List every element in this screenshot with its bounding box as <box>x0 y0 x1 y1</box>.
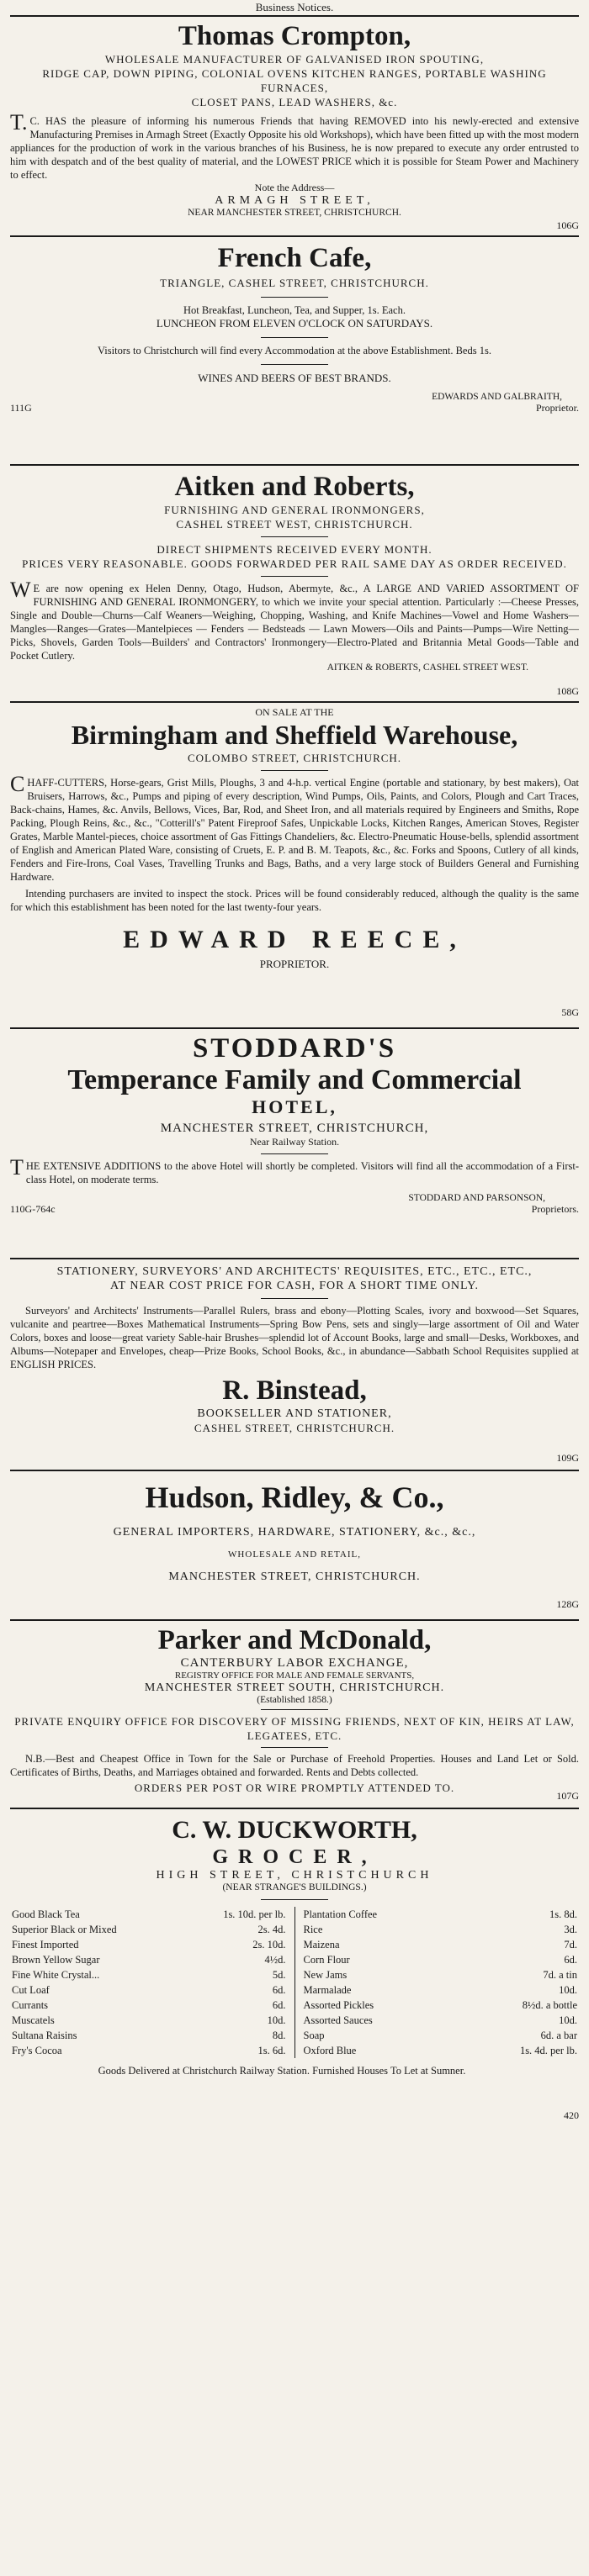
price-row <box>10 1998 288 2013</box>
item-name: Finest Imported <box>12 1939 79 1950</box>
aitken-line3: DIRECT SHIPMENTS RECEIVED EVERY MONTH. <box>157 543 432 556</box>
parker-line4: (Established 1858.) <box>257 1695 332 1705</box>
duckworth-title: C. W. DUCKWORTH, <box>172 1816 417 1844</box>
item-price: 3d. <box>564 1924 577 1935</box>
item-name: Superior Black or Mixed <box>12 1924 117 1935</box>
binstead-title: R. Binstead, <box>222 1375 367 1406</box>
item-price: 2s. 10d. <box>252 1939 286 1950</box>
parker-title: Parker and McDonald, <box>157 1625 432 1655</box>
aitken-ad <box>10 464 579 701</box>
cafe-line3: Visitors to Christchurch will find every Accommodation at the above Establishment. Beds 1s. <box>98 345 491 356</box>
binstead-ad <box>10 1258 579 1470</box>
item-name: Soap <box>303 2030 325 2041</box>
binstead-head2: AT NEAR COST PRICE FOR CASH, FOR A SHORT TIME ONLY. <box>110 1280 479 1292</box>
price-row <box>302 1937 580 1952</box>
item-name: Currants <box>12 1999 49 2011</box>
item-price: 5d. <box>272 1969 286 1981</box>
price-row <box>10 1982 288 1998</box>
cafe-signature2: Proprietor. <box>536 402 579 414</box>
crompton-note: Note the Address— <box>254 182 335 193</box>
price-row <box>302 1967 580 1982</box>
item-name: Sultana Raisins <box>12 2030 77 2041</box>
item-name: Assorted Pickles <box>303 1999 374 2011</box>
duckworth-code: 420 <box>564 2109 579 2121</box>
item-name: Good Black Tea <box>12 1908 80 1920</box>
crompton-code: 106G <box>556 219 579 231</box>
item-price: 7d. a tin <box>543 1969 577 1981</box>
aitken-title: Aitken and Roberts, <box>174 472 415 502</box>
stoddard-t2: Temperance Family and Commercial <box>67 1064 522 1095</box>
running-head: Business Notices. <box>255 1 334 13</box>
crompton-line1: WHOLESALE MANUFACTURER OF GALVANISED IRON SPOUTING, <box>104 53 485 66</box>
crompton-line3: CLOSET PANS, LEAD WASHERS, &c. <box>191 96 398 108</box>
item-name: Brown Yellow Sugar <box>12 1954 100 1966</box>
aitken-line2: CASHEL STREET WEST, CHRISTCHURCH. <box>176 518 413 531</box>
crompton-ad <box>10 15 579 235</box>
item-price: 1s. 4d. per lb. <box>519 2045 577 2056</box>
crompton-body: T.C. HAS the pleasure of informing his numerous Friends that having REMOVED into his newly-erected and extensive Manufacturing Premises in Armagh Street (Exactly Opposite his old Workshops), which have been fitted up with the most modern appliances for the production of work in the various branches of his Business, he is now prepared to execute any order entrusted to him with despatch and of the best quality of material, and the LOWEST PRICE which it is possible for Steam Power and Machinery to effect. <box>10 110 579 181</box>
hudson-title: Hudson, Ridley, & Co., <box>145 1481 444 1514</box>
aitken-signature: AITKEN & ROBERTS, CASHEL STREET WEST. <box>326 662 528 673</box>
price-row <box>302 2013 580 2028</box>
birmingham-title: Birmingham and Sheffield Warehouse, <box>71 720 518 750</box>
price-row <box>10 1922 288 1937</box>
item-price: 7d. <box>564 1939 577 1950</box>
price-row <box>10 1967 288 1982</box>
birmingham-proprietor: PROPRIETOR. <box>259 958 330 970</box>
crompton-line2: RIDGE CAP, DOWN PIPING, COLONIAL OVENS KITCHEN RANGES, PORTABLE WASHING FURNACES, <box>42 67 547 94</box>
item-name: Assorted Sauces <box>303 2014 373 2026</box>
price-list <box>10 1907 579 2058</box>
parker-body: N.B.—Best and Cheapest Office in Town for the Sale or Purchase of Freehold Properties. Houses and Land Let or Sold. Certificates of Births, Deaths, and Marriages obtained and forwarded. Rents and Debts collected. <box>10 1753 579 1778</box>
stoddard-signature2: Proprietors. <box>531 1203 579 1215</box>
crompton-title: Thomas Crompton, <box>178 21 411 51</box>
price-row <box>302 2043 580 2058</box>
item-name: Oxford Blue <box>303 2045 357 2056</box>
item-price: 1s. 10d. per lb. <box>223 1908 286 1920</box>
cafe-code: 111G <box>10 402 32 414</box>
price-row <box>10 1937 288 1952</box>
price-row <box>10 1952 288 1967</box>
parker-line2: REGISTRY OFFICE FOR MALE AND FEMALE SERVANTS, <box>174 1671 415 1681</box>
cafe-line4: WINES AND BEERS OF BEST BRANDS. <box>198 372 391 384</box>
price-row <box>302 2028 580 2043</box>
item-price: 10d. <box>559 2014 577 2026</box>
parker-line5: PRIVATE ENQUIRY OFFICE FOR DISCOVERY OF MISSING FRIENDS, NEXT OF KIN, HEIRS AT LAW, LEGATEES, ETC. <box>14 1715 575 1742</box>
hudson-line2: WHOLESALE AND RETAIL, <box>228 1549 361 1560</box>
birmingham-body: CHAFF-CUTTERS, Horse-gears, Grist Mills, Ploughs, 3 and 4-h.p. vertical Engine (portable and stationary, by best makers), Oat Bruisers, Harrows, &c., Pumps and piping of every description, Wind Pumps, Oils, Paints, and Colors, Plough and Cart Traces, Back-chains, Hames, &c. Anvils, Bellows, Vices, Bar, Rod, and Sheet Iron, and all materials required by Engineers and Smiths, Rope Packing, Plough Reins, &c., &c., "Cotterill's" Patent Fireproof Safes, Unpickable Locks, Kitchen Ranges, American Stoves, Register Grates, Marble Mantel-pieces, choice assortment of Gas Fittings Chandeliers, &c. Electro-Pneumatic House-bells, splendid assortment of English and American Plated Ware, consisting of Cruets, E. P. and B. M. Teapots, &c., &c. Forks and Spoons, Cutlery of all kinds, Fenders and Fire-Irons, Coal Vases, Travelling Trunks and Bags, Baths, and a very large stock of Builders General and Furnishing Hardware. <box>10 772 579 883</box>
birmingham-code: 58G <box>561 1006 579 1018</box>
parker-line3: MANCHESTER STREET SOUTH, CHRISTCHURCH. <box>144 1681 445 1694</box>
aitken-code: 108G <box>556 685 579 697</box>
cafe-ad <box>10 235 579 464</box>
birmingham-body2: Intending purchasers are invited to inspect the stock. Prices will be found considerably reduced, although the quality is the same for which this establishment has been noted for the last twenty-four years. <box>10 888 579 913</box>
stoddard-t1: STODDARD'S <box>192 1033 397 1064</box>
price-row <box>10 2028 288 2043</box>
aitken-body: WE are now opening ex Helen Denny, Otago, Hudson, Abermyte, &c., A LARGE AND VARIED ASSORTMENT OF FURNISHING AND GENERAL IRONMONGERY, to which we invite your special attention. Particularly :—Cheese Presses, Single and Double—Churns—Calf Weaners—Weighing, Chopping, Washing, and Knife Machines—Vowel and Home Washers—Mangles—Ranges—Grates—Mantelpieces — Fenders — Bedsteads — Lawn Mowers—Oils and Paints—Pumps—Wire Netting—Picks, Shovels, Garden Tools—Builders' and Contractors' Ironmongery—Electro-Plated and Britannia Metal Goods—Table and Pocket Cutlery. <box>10 578 579 662</box>
hudson-line3: MANCHESTER STREET, CHRISTCHURCH. <box>168 1570 421 1583</box>
cafe-line1: Hot Breakfast, Luncheon, Tea, and Supper, 1s. Each. <box>183 304 406 316</box>
item-name: Fine White Crystal... <box>12 1969 100 1981</box>
stoddard-signature: STODDARD AND PARSONSON, <box>408 1193 545 1203</box>
item-name: Cut Loaf <box>12 1984 50 1996</box>
duckworth-line1: GROCER, <box>212 1846 377 1868</box>
cafe-title: French Cafe, <box>217 243 372 273</box>
cafe-address: TRIANGLE, CASHEL STREET, CHRISTCHURCH. <box>160 277 429 289</box>
price-table-left <box>10 1907 288 2058</box>
parker-line6: ORDERS PER POST OR WIRE PROMPTLY ATTENDED TO. <box>134 1782 455 1794</box>
hudson-line1: GENERAL IMPORTERS, HARDWARE, STATIONERY, &c., &c., <box>113 1526 476 1539</box>
price-row <box>302 1952 580 1967</box>
item-name: Rice <box>303 1924 323 1935</box>
stoddard-ad <box>10 1027 579 1258</box>
parker-code: 107G <box>556 1790 579 1802</box>
stoddard-body: THE EXTENSIVE ADDITIONS to the above Hotel will shortly be completed. Visitors will find all the accommodation of a First-class Hotel, on moderate terms. <box>10 1155 579 1185</box>
binstead-line1: BOOKSELLER AND STATIONER, <box>197 1407 392 1420</box>
aitken-line4: PRICES VERY REASONABLE. GOODS FORWARDED PER RAIL SAME DAY AS ORDER RECEIVED. <box>22 557 567 570</box>
crompton-street: ARMAGH STREET, <box>215 194 374 207</box>
birmingham-address: COLOMBO STREET, CHRISTCHURCH. <box>187 752 402 764</box>
item-price: 1s. 6d. <box>257 2045 286 2056</box>
item-price: 6d. <box>272 1984 286 1996</box>
item-name: Fry's Cocoa <box>12 2045 62 2056</box>
item-price: 10d. <box>267 2014 286 2026</box>
item-name: Muscatels <box>12 2014 55 2026</box>
item-price: 6d. <box>272 1999 286 2011</box>
birmingham-ad <box>10 701 579 1027</box>
hudson-ad <box>10 1470 579 1619</box>
item-price: 4½d. <box>264 1954 286 1966</box>
duckworth-line2: HIGH STREET, CHRISTCHURCH <box>156 1869 433 1882</box>
item-name: Maizena <box>303 1939 340 1950</box>
price-row <box>302 1998 580 2013</box>
item-price: 6d. <box>564 1954 577 1966</box>
price-row <box>10 1907 288 1922</box>
duckworth-ad <box>10 1808 579 2127</box>
parker-ad <box>10 1619 579 1808</box>
price-row <box>302 1922 580 1937</box>
crompton-near: NEAR MANCHESTER STREET, CHRISTCHURCH. <box>188 208 401 218</box>
binstead-line2: CASHEL STREET, CHRISTCHURCH. <box>194 1422 395 1434</box>
item-name: Corn Flour <box>303 1954 350 1966</box>
item-name: New Jams <box>303 1969 348 1981</box>
cafe-signature: EDWARDS AND GALBRAITH, <box>432 392 562 402</box>
item-price: 8d. <box>272 2030 286 2041</box>
item-price: 8½d. a bottle <box>522 1999 577 2011</box>
aitken-line1: FURNISHING AND GENERAL IRONMONGERS, <box>164 504 425 516</box>
binstead-code: 109G <box>556 1452 579 1464</box>
item-name: Marmalade <box>303 1984 352 1996</box>
price-row <box>10 2013 288 2028</box>
binstead-head: STATIONERY, SURVEYORS' AND ARCHITECTS' REQUISITES, ETC., ETC., ETC., <box>56 1265 533 1278</box>
price-row <box>302 1907 580 1922</box>
duckworth-line3: (NEAR STRANGE'S BUILDINGS.) <box>222 1882 367 1892</box>
item-price: 1s. 8d. <box>549 1908 577 1920</box>
parker-line1: CANTERBURY LABOR EXCHANGE, <box>180 1656 409 1670</box>
price-table-right <box>302 1907 580 2058</box>
price-row <box>10 2043 288 2058</box>
cafe-line2: LUNCHEON FROM ELEVEN O'CLOCK ON SATURDAYS. <box>156 317 433 330</box>
item-price: 10d. <box>559 1984 577 1996</box>
price-row <box>302 1982 580 1998</box>
item-price: 2s. 4d. <box>257 1924 286 1935</box>
hudson-code: 128G <box>556 1598 579 1610</box>
stoddard-near: Near Railway Station. <box>249 1136 340 1148</box>
binstead-body: Surveyors' and Architects' Instruments—Parallel Rulers, brass and ebony—Plotting Scales, ivory and boxwood—Set Squares, vulcanite and peartree—Boxes Mathematical Instruments—Spring Bow Pens, sets and singly—large assortment of Oil and Water Colors, boxes and loose—great variety Sable-hair Brushes—splendid lot of Account Books, large and small—Desks, Workboxes, and Albums—Notepaper and Envelopes, cheap—Prize Books, School Books, &c., in abundance—Sabbath School Requisites supplied at ENGLISH PRICES. <box>10 1305 579 1370</box>
duckworth-footer: Goods Delivered at Christchurch Railway Station. Furnished Houses To Let at Sumner. <box>98 2065 466 2077</box>
birmingham-on-sale: ON SALE AT THE <box>255 706 334 718</box>
item-name: Plantation Coffee <box>303 1908 378 1920</box>
stoddard-code: 110G-764c <box>10 1203 56 1215</box>
birmingham-name: EDWARD REECE, <box>123 926 466 953</box>
stoddard-t3: HOTEL, <box>252 1096 337 1117</box>
stoddard-address: MANCHESTER STREET, CHRISTCHURCH, <box>160 1122 429 1135</box>
item-price: 6d. a bar <box>540 2030 577 2041</box>
